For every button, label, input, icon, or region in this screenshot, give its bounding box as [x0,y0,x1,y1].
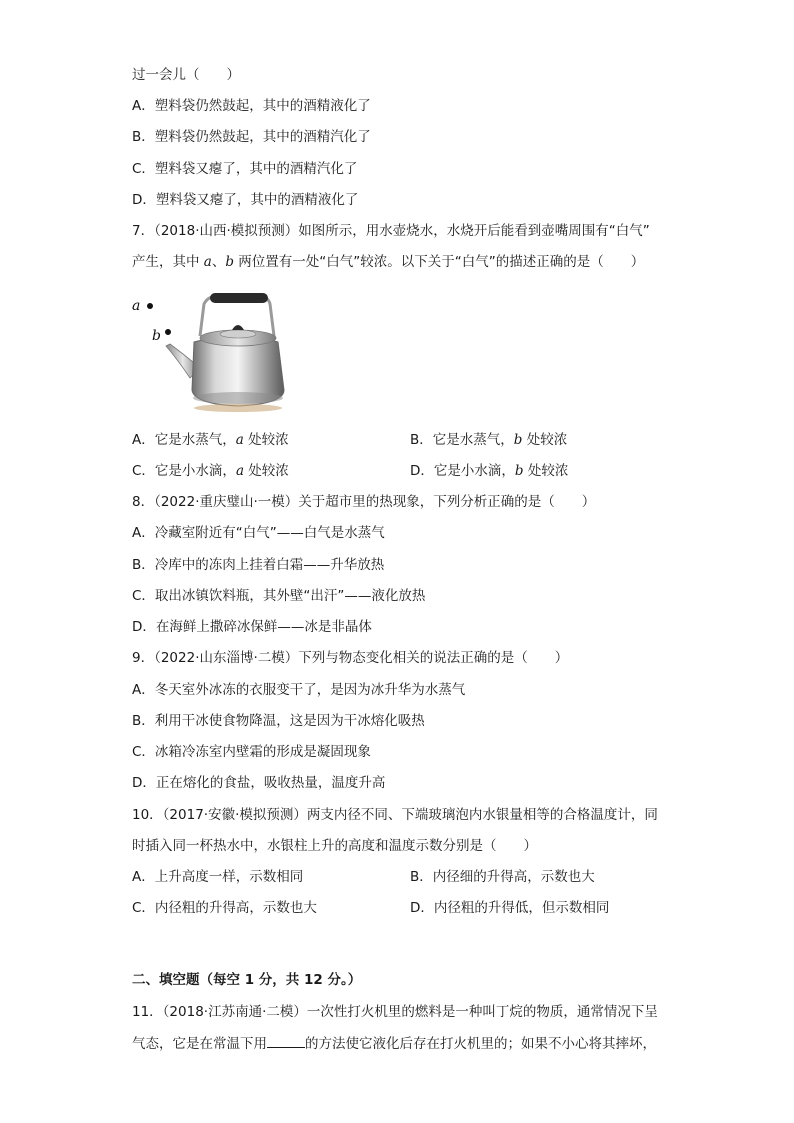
q10-stem-line1: 10．（2017·安徽·模拟预测）两支内径不同、下端玻璃泡内水银量相等的合格温度计，同 [132,807,658,823]
kettle-figure [128,290,288,415]
q7-option-d: D．它是小水滴，b 处较浓 [410,463,569,479]
q10-stem-line2: 时插入同一杯热水中，水银柱上升的高度和温度示数分别是（ ） [132,838,537,854]
point-a-marker [147,303,153,309]
q8-option-d: D．在海鲜上撒碎冰保鲜——冰是非晶体 [132,619,372,635]
q6-option-b: B．塑料袋仍然鼓起，其中的酒精汽化了 [132,129,371,145]
q10-option-a: A．上升高度一样，示数相同 [132,869,304,885]
point-b-label: b [152,328,161,344]
q6-stem-tail: 过一会儿（ ） [132,67,240,83]
q8-option-c: C．取出冰镇饮料瓶，其外壁“出汗”——液化放热 [132,588,426,604]
point-a-label: a [132,298,141,314]
point-b-marker [165,329,171,335]
q11-stem-line1: 11．（2018·江苏南通·二模）一次性打火机里的燃料是一种叫丁烷的物质，通常情况下呈 [132,1004,658,1020]
q8-option-a: A．冷藏室附近有“白气”——白气是水蒸气 [132,525,385,541]
q9-option-c: C．冰箱冷冻室内壁霜的形成是凝固现象 [132,744,371,760]
q6-option-a: A．塑料袋仍然鼓起，其中的酒精液化了 [132,98,371,114]
q10-option-d: D．内径粗的升得低，但示数相同 [410,900,610,916]
q7-stem-line1: 7．（2018·山西·模拟预测）如图所示，用水壶烧水，水烧开后能看到壶嘴周围有“白气” [132,223,650,239]
q6-option-c: C．塑料袋又瘪了，其中的酒精汽化了 [132,161,358,177]
q10-option-b: B．内径细的升得高，示数也大 [410,869,595,885]
q7-option-c: C．它是小水滴，a 处较浓 [132,463,289,479]
q6-option-d: D．塑料袋又瘪了，其中的酒精液化了 [132,192,359,208]
q11-stem-line2: 气态，它是在常温下用 的方法使它液化后存在打火机里的；如果不小心将其摔坏， [132,1033,656,1054]
q8-option-b: B．冷库中的冻肉上挂着白霜——升华放热 [132,557,385,573]
q9-option-d: D．正在熔化的食盐，吸收热量，温度升高 [132,775,386,791]
q9-option-a: A．冬天室外冰冻的衣服变干了，是因为冰升华为水蒸气 [132,682,466,698]
section-title-fill-in: 二、填空题（每空 1 分，共 12 分。） [132,972,362,988]
q8-stem: 8．（2022·重庆璧山·一模）关于超市里的热现象，下列分析正确的是（ ） [132,494,596,510]
q10-option-c: C．内径粗的升得高，示数也大 [132,900,317,916]
q7-option-b: B．它是水蒸气，b 处较浓 [410,432,568,448]
q9-stem: 9．（2022·山东淄博·二模）下列与物态变化相关的说法正确的是（ ） [132,650,569,666]
kettle-illustration [128,290,288,415]
q7-stem-line2: 产生，其中 a、b 两位置有一处“白气”较浓。以下关于“白气”的描述正确的是（ ） [132,254,645,270]
q9-option-b: B．利用干冰使食物降温，这是因为干冰熔化吸热 [132,713,425,729]
q7-option-a: A．它是水蒸气，a 处较浓 [132,432,289,448]
q11-answer-blank[interactable] [267,1033,305,1048]
